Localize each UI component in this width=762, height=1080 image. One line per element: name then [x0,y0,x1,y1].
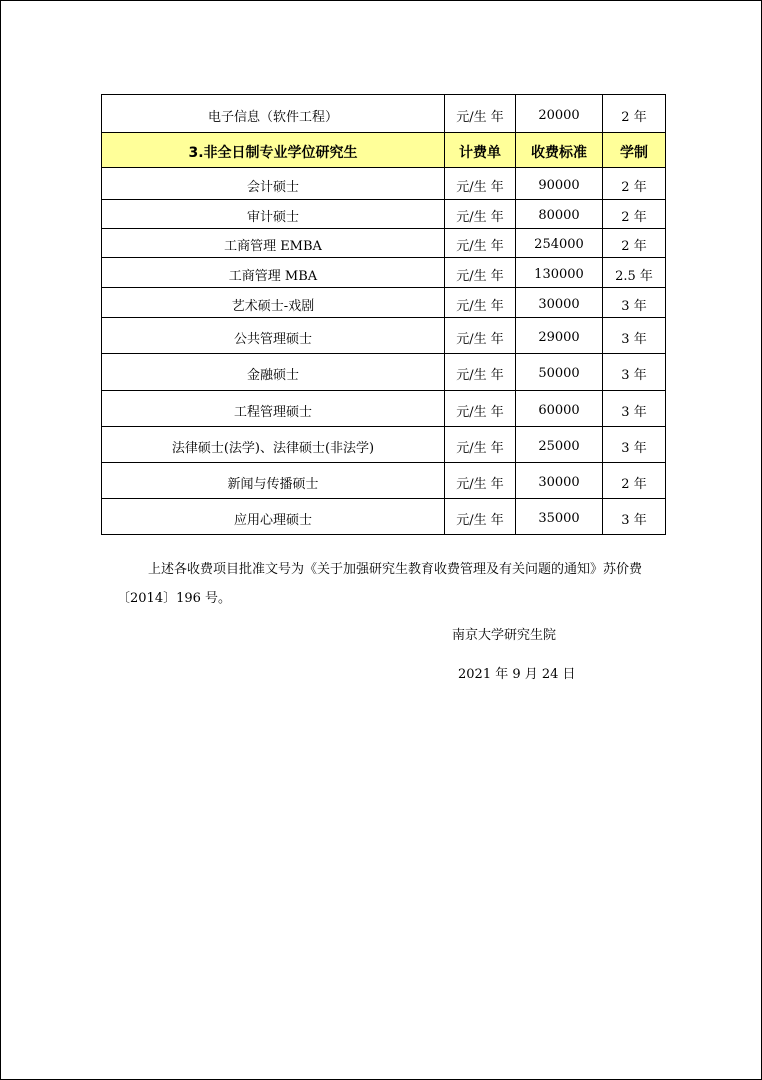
cell-duration [603,95,666,133]
cell-unit [445,258,516,288]
cell-fee-text: 29000 [538,329,580,345]
cell-name-text: 艺术硕士-戏剧 [231,298,315,314]
fee-table-body [102,95,666,535]
fee-table [101,94,666,535]
cell-unit-text: 计费单 [459,144,501,161]
cell-fee-text: 25000 [538,438,580,454]
cell-unit-text: 元/生 年 [456,368,504,383]
cell-fee [516,427,603,463]
cell-name [102,427,445,463]
cell-fee [516,200,603,229]
cell-name-text: 3.非全日制专业学位研究生 [188,144,358,161]
cell-duration-text: 2 年 [621,109,647,125]
cell-name [102,258,445,288]
cell-fee-text: 80000 [538,208,580,223]
table-row [102,200,666,229]
cell-name [102,133,445,168]
cell-name-text: 工程管理硕士 [233,404,312,420]
cell-duration-text: 3 年 [621,298,647,314]
cell-fee [516,229,603,258]
cell-duration-text: 3 年 [621,404,647,420]
cell-duration-text: 2 年 [621,210,647,225]
cell-name-text: 公共管理硕士 [233,331,312,347]
table-row [102,427,666,463]
cell-name-text: 新闻与传播硕士 [227,476,319,492]
cell-unit [445,133,516,168]
approval-note: 上述各收费项目批准文号为《关于加强研究生教育收费管理及有关问题的通知》苏价费〔2014〕196 号。 [117,562,643,606]
table-header-row [102,133,666,168]
cell-name-text: 电子信息（软件工程） [207,109,338,125]
cell-duration [603,229,666,258]
cell-unit-text: 元/生 年 [456,109,504,125]
cell-duration-text: 2 年 [621,179,647,195]
cell-name-text: 应用心理硕士 [233,512,312,528]
cell-name [102,391,445,427]
cell-unit-text: 元/生 年 [456,239,504,254]
cell-duration [603,133,666,168]
cell-unit-text: 元/生 年 [456,440,504,456]
cell-duration [603,354,666,391]
cell-fee [516,95,603,133]
cell-name [102,354,445,391]
table-row [102,288,666,318]
cell-fee [516,258,603,288]
cell-fee-text: 30000 [538,474,580,490]
cell-unit [445,168,516,200]
cell-unit [445,95,516,133]
cell-unit [445,200,516,229]
cell-unit [445,288,516,318]
cell-name-text: 金融硕士 [246,368,299,383]
cell-fee-text: 90000 [538,177,580,193]
table-row [102,95,666,133]
cell-unit [445,354,516,391]
cell-duration-text: 3 年 [621,512,647,528]
cell-name [102,288,445,318]
cell-unit-text: 元/生 年 [456,298,504,314]
cell-duration [603,391,666,427]
table-row [102,463,666,499]
cell-fee-text: 60000 [538,402,580,418]
cell-unit-text: 元/生 年 [456,512,504,528]
issue-date: 2021 年 9 月 24 日 [458,667,576,682]
cell-duration [603,463,666,499]
cell-unit-text: 元/生 年 [456,179,504,195]
cell-unit [445,463,516,499]
cell-fee-text: 254000 [534,237,584,252]
table-row [102,258,666,288]
cell-unit-text: 元/生 年 [456,476,504,492]
table-row [102,354,666,391]
cell-name-text: 法律硕士(法学)、法律硕士(非法学) [171,440,375,456]
cell-unit-text: 元/生 年 [456,331,504,347]
cell-duration [603,200,666,229]
cell-unit-text: 元/生 年 [456,268,504,284]
cell-duration [603,499,666,535]
cell-fee [516,288,603,318]
issuer-signature: 南京大学研究生院 [452,628,557,643]
cell-unit-text: 元/生 年 [456,210,504,225]
cell-fee [516,391,603,427]
cell-name-text: 会计硕士 [246,179,299,195]
cell-fee-text: 35000 [538,510,580,526]
cell-duration-text: 2 年 [621,476,647,492]
cell-fee-text: 20000 [538,107,580,123]
cell-fee-text: 130000 [534,266,584,282]
cell-name [102,168,445,200]
cell-duration-text: 3 年 [621,368,647,383]
cell-fee [516,499,603,535]
cell-duration [603,427,666,463]
cell-name-text: 工商管理 MBA [228,268,318,284]
cell-duration-text: 3 年 [621,440,647,456]
cell-fee [516,168,603,200]
cell-name-text: 工商管理 EMBA [224,239,322,254]
cell-duration [603,168,666,200]
cell-name [102,463,445,499]
cell-fee [516,463,603,499]
cell-name [102,200,445,229]
table-row [102,391,666,427]
cell-fee [516,133,603,168]
cell-unit [445,229,516,258]
cell-name [102,229,445,258]
cell-unit [445,318,516,354]
cell-unit [445,499,516,535]
table-row [102,229,666,258]
table-row [102,499,666,535]
cell-duration [603,318,666,354]
cell-unit-text: 元/生 年 [456,404,504,420]
cell-name [102,95,445,133]
cell-name [102,499,445,535]
cell-fee [516,318,603,354]
cell-duration-text: 2.5 年 [615,268,653,284]
cell-unit [445,427,516,463]
cell-duration [603,288,666,318]
cell-fee [516,354,603,391]
cell-duration-text: 2 年 [621,239,647,254]
cell-duration-text: 学制 [620,144,648,161]
cell-name-text: 审计硕士 [246,210,299,225]
table-row [102,168,666,200]
cell-name [102,318,445,354]
cell-unit [445,391,516,427]
table-row [102,318,666,354]
cell-duration-text: 3 年 [621,331,647,347]
cell-fee-text: 收费标准 [531,144,587,161]
cell-fee-text: 30000 [538,296,580,312]
cell-fee-text: 50000 [538,366,580,381]
cell-duration [603,258,666,288]
